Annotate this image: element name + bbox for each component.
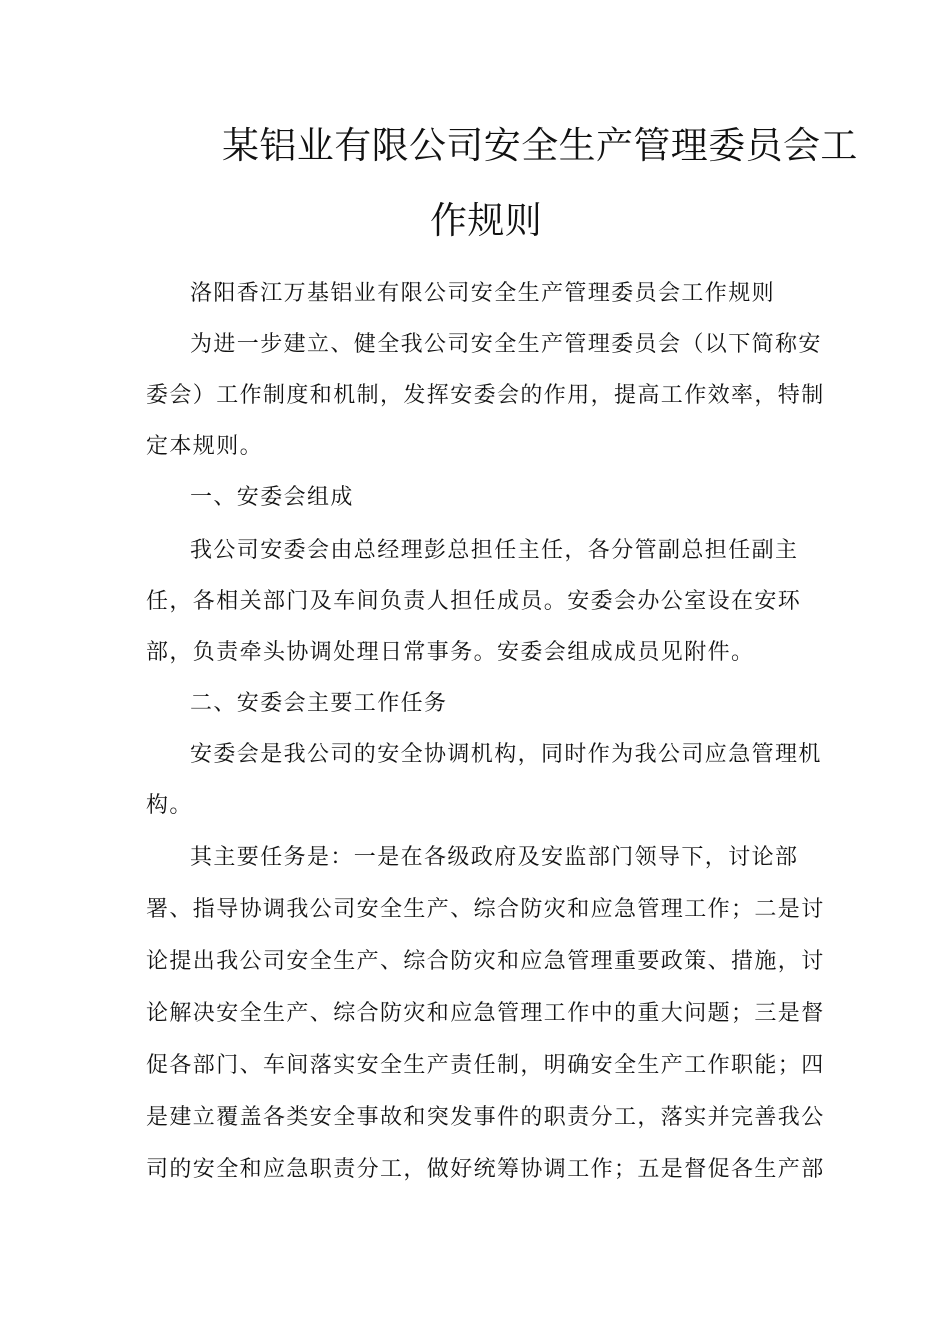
paragraph-line: 部，负责牵头协调处理日常事务。安委会组成成员见附件。 [146,640,755,665]
paragraph-line: 我公司安委会由总经理彭总担任主任，各分管副总担任副主 [190,538,799,563]
paragraph-line: 促各部门、车间落实安全生产责任制，明确安全生产工作职能；四 [146,1053,825,1078]
paragraph-line: 委会）工作制度和机制，发挥安委会的作用，提高工作效率，特制 [146,383,825,408]
document-subtitle: 洛阳香江万基铝业有限公司安全生产管理委员会工作规则 [190,281,776,306]
paragraph-line: 构。 [146,793,193,818]
paragraph-line: 安委会是我公司的安全协调机构，同时作为我公司应急管理机 [190,742,822,767]
paragraph-line: 任，各相关部门及车间负责人担任成员。安委会办公室设在安环 [146,589,802,614]
paragraph-line: 是建立覆盖各类安全事故和突发事件的职责分工，落实并完善我公 [146,1105,825,1130]
paragraph-line: 定本规则。 [146,434,264,459]
paragraph-line: 论提出我公司安全生产、综合防灾和应急管理重要政策、措施，讨 [146,949,825,974]
document-title-line-2: 作规则 [430,199,543,242]
document-title-line-1: 某铝业有限公司安全生产管理委员会工 [222,124,858,167]
paragraph-line: 署、指导协调我公司安全生产、综合防灾和应急管理工作；二是讨 [146,897,825,922]
section-heading: 一、安委会组成 [190,485,354,510]
paragraph-line: 论解决安全生产、综合防灾和应急管理工作中的重大问题；三是督 [146,1001,825,1026]
paragraph-line: 其主要任务是：一是在各级政府及安监部门领导下，讨论部 [190,845,799,870]
paragraph-line: 为进一步建立、健全我公司安全生产管理委员会（以下简称安 [190,332,822,357]
paragraph-line: 司的安全和应急职责分工，做好统筹协调工作；五是督促各生产部 [146,1157,825,1182]
section-heading: 二、安委会主要工作任务 [190,691,448,716]
